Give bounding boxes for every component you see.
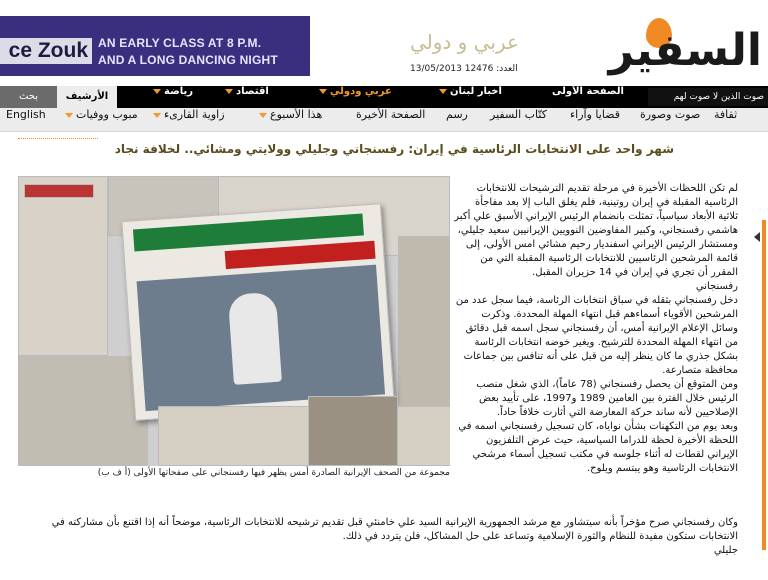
article-paragraph: لم تكن اللحظات الأخيرة في مرحلة تقديم الترشيحات للانتخابات الرئاسية المقبلة في إيران روتينية، فلم يغلق الباب إلا بعد مفاجأة ثلاثية الأبعاد سياسياً، تمثلت بانضمام الرئيس الإيراني الأسبق علي أكبر هاشمي رفسنجاني، وكبير المفاوضين النوويين الإيرانيين سعيد جليلي، ومستشار الرئيس الإيراني اسفنديار رحيم مشائي امس الأولى، إلى قائمة المرشحين الرئاسيين للانتخابات الرئاسية المقبلة التي من المقرر أن تجري في إيران في 14 حزيران المقبل. [454,183,738,278]
nav-english[interactable]: English [6,108,46,121]
nav-opinions[interactable]: قضايا وآراء [570,108,620,121]
nav-lebanon-news-label: أخبار لبنان [450,86,502,97]
nav-front-page-label: الصفحة الأولى [552,86,624,97]
nav-writers[interactable]: كتّاب السفير [490,108,547,121]
newspaper-image [158,406,450,466]
banner-brand: ce Zouk [0,38,92,64]
article-photo[interactable] [18,176,450,466]
nav-this-week-label: هذا الأسبوع [270,108,323,121]
nav-drawings[interactable]: رسم [446,108,468,121]
chevron-down-icon [319,89,327,94]
nav-front-page[interactable] [552,86,624,108]
nav-arab-intl[interactable] [316,86,392,108]
search-tab[interactable]: بحث [0,86,57,108]
page-scrollbar[interactable] [762,220,766,550]
nav-lebanon-news[interactable] [436,86,502,108]
newspaper-front-page-image [121,203,394,421]
title-divider [18,138,98,139]
image-caption: مجموعة من الصحف الإيرانية الصادرة أمس يظهر فيها رفسنجاني على صفحاتها الأولى (أ ف ب) [97,468,450,478]
nav-this-week[interactable] [256,108,322,132]
site-tagline: صوت الذين لا صوت لهم [648,88,768,106]
newspaper-image [18,356,148,466]
nav-audio-video[interactable]: صوت وصورة [640,108,701,121]
nav-classifieds-label: مبوب ووفيات [76,108,138,121]
article-subheading: جليلي [713,545,738,556]
advertisement-banner[interactable] [0,16,310,76]
newspaper-image [18,176,108,356]
chevron-down-icon [225,89,233,94]
nav-sports[interactable] [150,86,193,108]
site-logo[interactable] [566,14,762,82]
archive-tab[interactable]: الأرشيف [57,86,117,108]
nav-classifieds[interactable] [62,108,138,132]
nav-sports-label: رياضة [164,86,193,97]
logo-text: السفير [608,25,762,76]
chevron-down-icon [153,113,161,118]
banner-line-1: AN EARLY CLASS AT 8 P.M. [98,36,262,50]
article-paragraph: وكان رفسنجاني صرح مؤخراً بأنه سيتشاور مع مرشد الجمهورية الإيرانية السيد علي خامنئي قبل تقديم ترشيحه للانتخابات الرئاسية، موضحاً أنه إذا اقتنع بأن مشاركته في الانتخابات ستكون مفيدة للنظام والثورة الإسلامية وتساعد على حل المشاكل، فلن يتردد في ذلك. [51,517,738,542]
chevron-down-icon [153,89,161,94]
red-headline-image [225,241,376,269]
article-subheading: رفسنجاني [695,281,738,292]
secondary-nav [0,108,768,132]
article-paragraph: دخل رفسنجاني بثقله في سباق انتخابات الرئاسة، فيما سجل عدد من المرشحين الأقوياء أسماءهم قبل انتهاء المهلة المحددة. وذكرت وسائل الإعلام الإيرانية أمس، أن رفسنجاني سجل اسمه قبل دقائق من انتهاء المهلة المحددة للترشيح. ويغير خوضه انتخابات الرئاسة بشكل جذري ما كان ينظر إليه من قبل على أنه تنافس بين جماعات محافظة متصارعة. [455,295,738,376]
article-body-column [454,182,738,476]
site-header [0,0,768,86]
chevron-down-icon [439,89,447,94]
scroll-arrow-icon[interactable] [754,232,760,242]
nav-readers-corner-label: زاوية القارىء [164,108,225,121]
article-paragraph: ومن المتوقع أن يحصل رفسنجاني (78 عاماً)، الذي شغل منصب الرئيس خلال الفترة بين العامين 1989 و1997، على تأييد بعض الإصلاحيين لأنه ساند حركة المعارضة التي أثارت خلافاً حاداً. [476,379,738,418]
portrait-image [308,396,398,466]
newspaper-masthead-image [24,184,94,198]
nav-last-page[interactable]: الصفحة الأخيرة [356,108,426,121]
article-body-full [20,516,738,558]
banner-line-2: AND A LONG DANCING NIGHT [98,53,278,67]
figure-image [228,292,282,385]
article-paragraph: وبعد يوم من التكهنات بشأن نواياه، كان تسجيل رفسنجاني اسمه في اللحظة الأخيرة لحظة للدراما السياسية، حيث عرض التلفزيون الإيراني لقطات له أثناء جلوسه في مكتب تسجيل أسماء مرشحي الانتخابات الرئاسية وهو يبتسم ويلوح. [458,421,738,474]
nav-economy-label: اقتصاد [236,86,269,97]
issue-info: 13/05/2013 العدد: 12476 [410,64,518,74]
nav-culture[interactable]: ثقافة [714,108,738,121]
nav-arab-intl-label: عربي ودولي [330,86,392,97]
chevron-down-icon [65,113,73,118]
edition-label: عربي و دولي [410,30,519,54]
article-title: شهر واحد على الانتخابات الرئاسية في إيران: رفسنجاني وجليلي وولايتي ومشائي.. لخلافة نجاد [114,142,674,156]
nav-readers-corner[interactable] [150,108,225,132]
nav-economy[interactable] [222,86,269,108]
chevron-down-icon [259,113,267,118]
